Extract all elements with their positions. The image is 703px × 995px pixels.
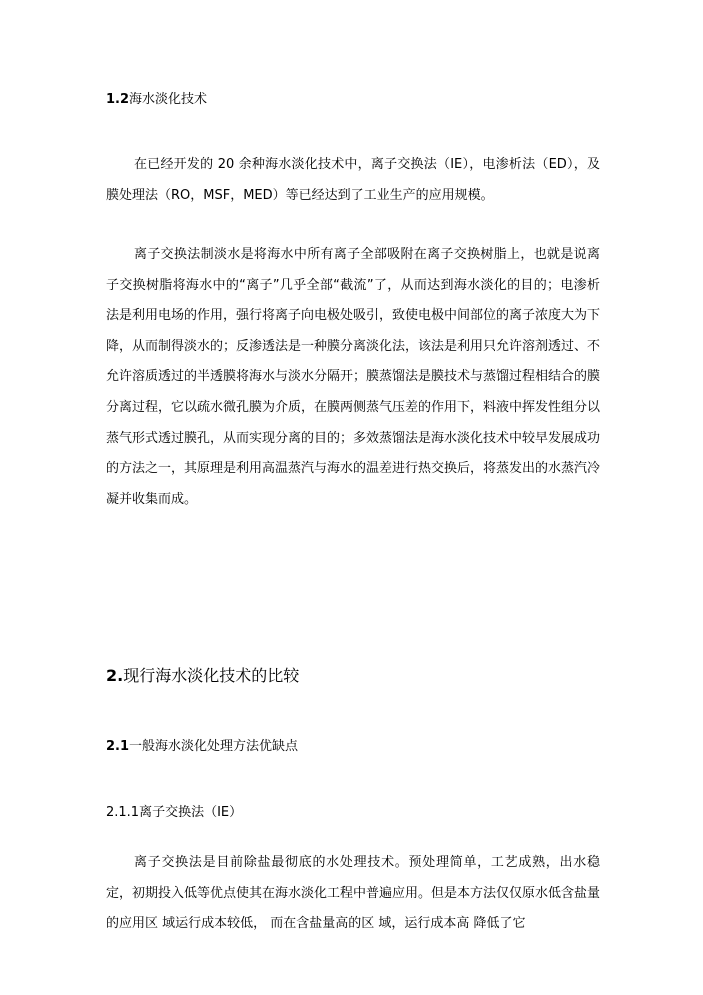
section-title: 一般海水淡化处理方法优缺点 (129, 739, 299, 754)
paragraph-ion-exchange: 离子交换法是目前除盐最彻底的水处理技术。预处理简单，工艺成熟，出水稳定，初期投入低等优点使其在海水淡化工程中普遍应用。但是本方法仅仅原水低含盐量的应用区 域运行成本较低， 而在含盐量高的区 域，运行成本高 降低了它 (106, 855, 601, 932)
section-title: 离子交换法（IE） (139, 805, 243, 820)
section-heading-2-1 (106, 737, 298, 757)
paragraph-intro: 在已经开发的 20 余种海水淡化技术中，离子交换法（IE），电渗析法（ED），及膜处理法（RO，MSF，MED）等已经达到了工业生产的应用规模。 (106, 157, 600, 203)
section-number: 2.1.1 (106, 805, 140, 820)
section-heading-1-2 (106, 90, 207, 110)
section-number: 1.2 (106, 92, 130, 107)
section-number: 2. (106, 666, 124, 685)
section-heading-2-1-1 (106, 803, 242, 823)
section-title: 海水淡化技术 (129, 92, 208, 107)
paragraph-methods: 离子交换法制淡水是将海水中所有离子全部吸附在离子交换树脂上，也就是说离子交换树脂将海水中的“离子”几乎全部“截流”了，从而达到海水淡化的目的；电渗析法是利用电场的作用，强行将离子向电极处吸引，致使电极中间部位的离子浓度大为下降，从而制得淡水的；反渗透法是一种膜分离淡化法，该法是利用只允许溶剂透过、不允许溶质透过的半透膜将海水与淡水分隔开；膜蒸馏法是膜技术与蒸馏过程相结合的膜分离过程，它以疏水微孔膜为介质，在膜两侧蒸气压差的作用下，料液中挥发性组分以蒸气形式透过膜孔，从而实现分离的目的；多效蒸馏法是海水淡化技术中较早发展成功的方法之一，其原理是利用高温蒸汽与海水的温差进行热交换后，将蒸发出的水蒸汽冷凝并收集而成。 (106, 247, 601, 507)
section-number: 2.1 (106, 739, 130, 754)
section-title: 现行海水淡化技术的比较 (123, 666, 300, 685)
section-heading-2 (106, 665, 299, 687)
